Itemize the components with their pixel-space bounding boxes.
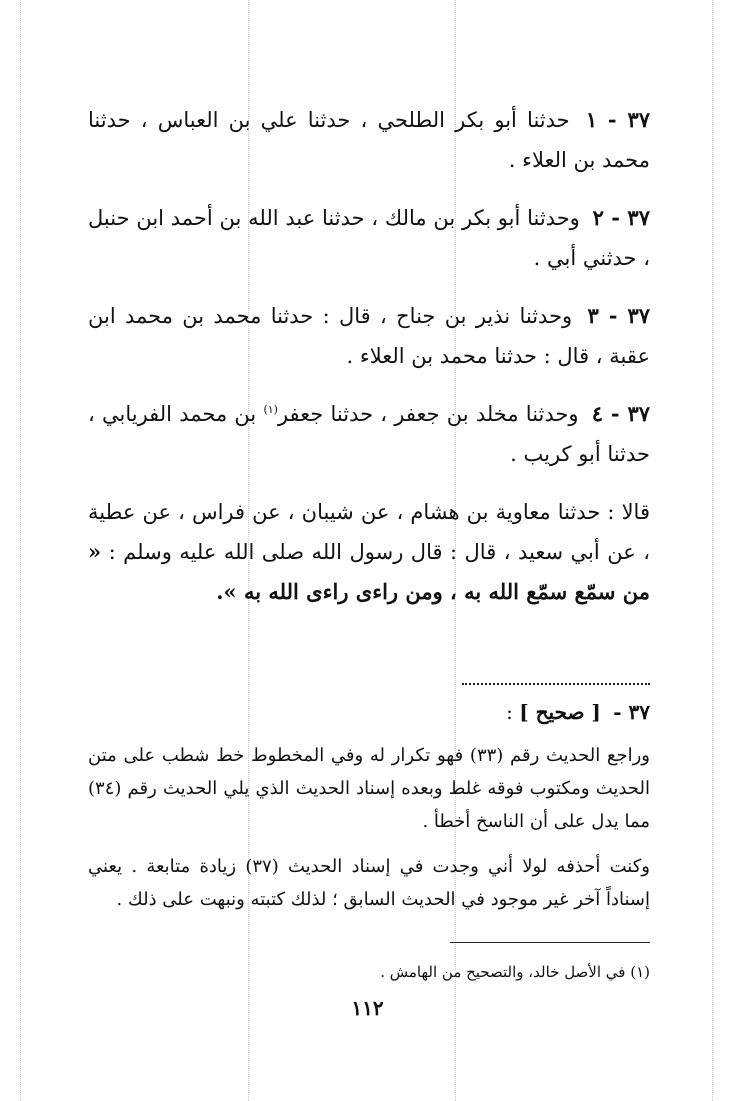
hadith-isnad: وحدثنا نذير بن جناح ، قال : حدثنا محمد بن محمد ابن عقبة ، قال : حدثنا محمد بن العلاء . bbox=[88, 304, 650, 368]
hadith-number: ٣٧ - ٢ bbox=[592, 205, 650, 230]
footnote: (١) في الأصل خالد، والتصحيح من الهامش . bbox=[380, 963, 650, 981]
hadith-number: ٣٧ - ١ bbox=[585, 107, 651, 132]
takhrij-section bbox=[88, 695, 650, 928]
takhrij-heading bbox=[88, 695, 650, 729]
page-number: ١١٢ bbox=[351, 996, 384, 1020]
takhrij-number: ٣٧ - bbox=[613, 700, 650, 724]
takhrij-paragraph-2: وكنت أحذفه لولا أني وجدت في إسناد الحديث (٣٧) زيادة متابعة . يعني إسناداً آخر غير موجود في الحديث السابق ؛ لذلك كتبته ونبهت على ذلك . bbox=[88, 856, 650, 910]
hadith-paragraph-4 bbox=[88, 394, 650, 474]
hadith-text bbox=[88, 100, 650, 630]
hadith-isnad-continued: بن محمد الفريابي ، حدثنا أبو كريب . bbox=[88, 402, 650, 466]
hadith-paragraph-3 bbox=[88, 296, 650, 376]
grade-label: [ صحيح ] bbox=[519, 700, 601, 724]
hadith-isnad: وحدثنا مخلد بن جعفر ، حدثنا جعفر bbox=[277, 402, 579, 426]
hadith-matn-intro: قالا : حدثنا معاوية بن هشام ، عن شيبان ، عن فراس ، عن عطية ، عن أبي سعيد ، قال : قال رسول الله صلى الله عليه وسلم : bbox=[88, 500, 650, 564]
hadith-isnad: وحدثنا أبو بكر بن مالك ، حدثنا عبد الله بن أحمد ابن حنبل ، حدثني أبي . bbox=[88, 206, 650, 270]
hadith-paragraph-1 bbox=[88, 100, 650, 180]
hadith-number: ٣٧ - ٣ bbox=[587, 303, 650, 328]
hadith-paragraph-5 bbox=[88, 492, 650, 612]
hadith-matn-quote: « من سمّع سمّع الله به ، ومن راءى راءى الله به ». bbox=[88, 539, 650, 604]
hadith-paragraph-2 bbox=[88, 198, 650, 278]
heading-colon: : bbox=[506, 700, 513, 724]
margin-guide bbox=[712, 0, 713, 1101]
hadith-number: ٣٧ - ٤ bbox=[591, 401, 651, 426]
takhrij-paragraph-1: وراجع الحديث رقم (٣٣) فهو تكرار له وفي المخطوط خط شطب على متن الحديث ومكتوب فوقه غلط وبعده إسناد الحديث الذي يلي الحديث رقم (٣٤) مما يدل على أن الناسخ أخطأ . bbox=[88, 745, 650, 832]
margin-guide bbox=[20, 0, 21, 1101]
footnote-rule bbox=[450, 942, 650, 943]
dotted-separator bbox=[462, 683, 650, 685]
hadith-isnad: حدثنا أبو بكر الطلحي ، حدثنا علي بن العباس ، حدثنا محمد بن العلاء . bbox=[88, 108, 650, 172]
footnote-reference: (١) bbox=[263, 403, 278, 416]
